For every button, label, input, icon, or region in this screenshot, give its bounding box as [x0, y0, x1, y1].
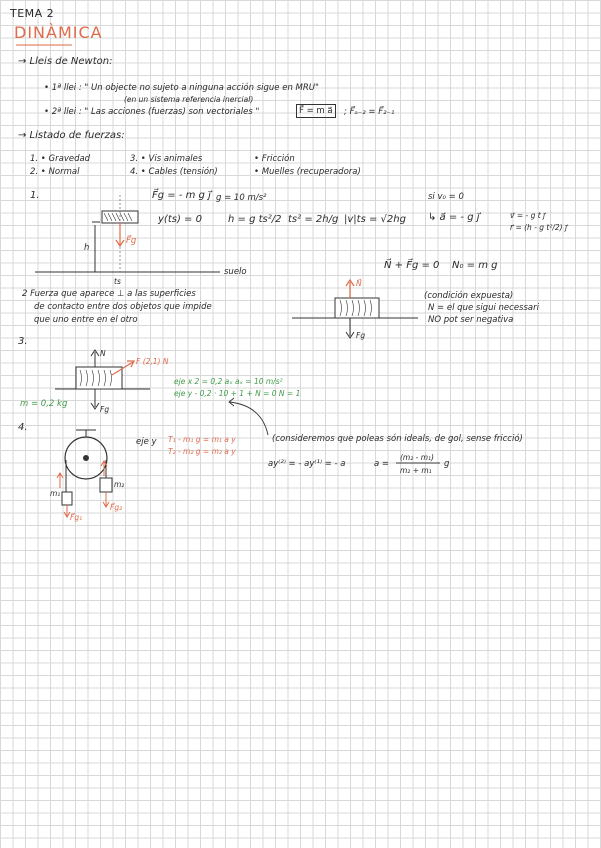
page-title: DINÀMICA [14, 23, 103, 42]
section-1-number: 1. [30, 190, 40, 201]
block-3 [76, 367, 122, 389]
m2-label: m₂ [114, 480, 125, 489]
eje-y-label: eje y [136, 437, 157, 447]
section-2-line-1: 2 Fuerza que aparece ⊥ a las superficies [22, 289, 196, 299]
h-equation: h = g ts²/2 [228, 214, 282, 225]
eq-y-axis: eje y - 0,2 · 10 + 1 + N = 0 N = 1 [174, 389, 301, 398]
curved-arrow [230, 402, 268, 435]
fg-formula: F⃗g = - m g j⃗ [152, 190, 211, 201]
g-value: g = 10 m/s² [216, 193, 267, 203]
force-item-normal: 2. • Normal [30, 167, 80, 177]
si-condition: si v₀ = 0 [428, 192, 464, 202]
force-item-springs: • Muelles (recuperadora) [254, 167, 361, 177]
fg-label-2: Fg [356, 331, 366, 340]
a-lhs: a = [374, 459, 390, 469]
y-equation: y(ts) = 0 [158, 214, 202, 225]
a-equation: ↳ a⃗ = - g j⃗ [428, 212, 480, 223]
mass-label: m = 0,2 kg [20, 399, 68, 409]
n-label: N⃗ [356, 279, 362, 288]
v-vector: v⃗ = - g t j⃗ [510, 211, 546, 220]
fg2-label: F⃗g₂ [110, 503, 123, 512]
newton-law-2-formula: F⃗ = m a⃗ [296, 104, 336, 118]
normal-equation: N⃗ + F⃗g = 0 [384, 260, 440, 271]
forces-heading: → Listado de fuerzas: [18, 130, 125, 141]
pulley-note: (consideremos que poleas són ideals, de gol, sense fricció) [272, 434, 523, 444]
fg1-label: F⃗g₁ [70, 513, 83, 522]
m1-label: m₁ [50, 489, 61, 498]
condition-1: (condición expuesta) [424, 291, 514, 301]
n0-equation: N₀ = m g [452, 260, 498, 271]
condition-3: NO pot ser negativa [428, 315, 514, 325]
tension-eq-1: T₁ - m₁ g = m₁ a y [168, 435, 236, 444]
section-2-line-2: de contacto entre dos objetos que impide [34, 302, 212, 312]
fg-label-1: F⃗g [126, 236, 137, 246]
force-item-gravity: 1. • Gravedad [30, 154, 91, 164]
force-item-friction: • Fricción [254, 154, 295, 164]
f-label-3: F (2,1) N [136, 357, 169, 366]
condition-2: N = el que sigui necessari [428, 303, 539, 313]
n-label-3: N [100, 349, 106, 358]
mass-2 [100, 478, 112, 492]
ay-equation: ay⁽²⁾ = - ay⁽¹⁾ = - a [268, 459, 346, 469]
newton-heading: → Lleis de Newton: [18, 56, 113, 67]
section-2-line-3: que uno entre en el otro [34, 315, 138, 325]
tema-label: TEMA 2 [10, 7, 55, 20]
section-3-number: 3. [18, 336, 28, 347]
newton-law-1-note: (en un sistema referencia inercial) [124, 95, 254, 104]
section-4-number: 4. [18, 422, 28, 433]
tension-eq-2: T₂ - m₂ g = m₂ a y [168, 447, 236, 456]
fg-label-3: Fg [100, 405, 110, 414]
newton-law-1: • 1ª llei : " Un objecte no sujeto a ninguna acción sigue en MRU" [44, 83, 319, 93]
ts-label: ts [114, 277, 121, 286]
suelo-label: suelo [224, 267, 247, 277]
eq-x-axis: eje x 2 = 0,2 aₓ aₓ = 10 m/s² [174, 377, 283, 386]
height-label: h [84, 243, 90, 253]
v-equation: |v|ts = √2hg [344, 214, 406, 225]
mass-1 [62, 492, 72, 505]
ts-equation: ts² = 2h/g [288, 214, 339, 225]
a-denominator: m₂ + m₁ [400, 466, 432, 475]
newton-law-2: • 2ª llei : " Las acciones (fuerzas) son vectoriales " [44, 107, 260, 117]
force-item-animal: 3. • Vis animales [130, 154, 203, 164]
newton-law-3: ; F⃗ₐ₋₂ = F⃗₂₋₁ [344, 107, 395, 117]
r-vector: r⃗ = (h - g t²/2) j⃗ [510, 223, 568, 232]
a-g: g [444, 459, 450, 469]
force-item-cables: 4. • Cables (tensión) [130, 167, 218, 177]
a-numerator: (m₂ - m₁) [400, 453, 434, 462]
